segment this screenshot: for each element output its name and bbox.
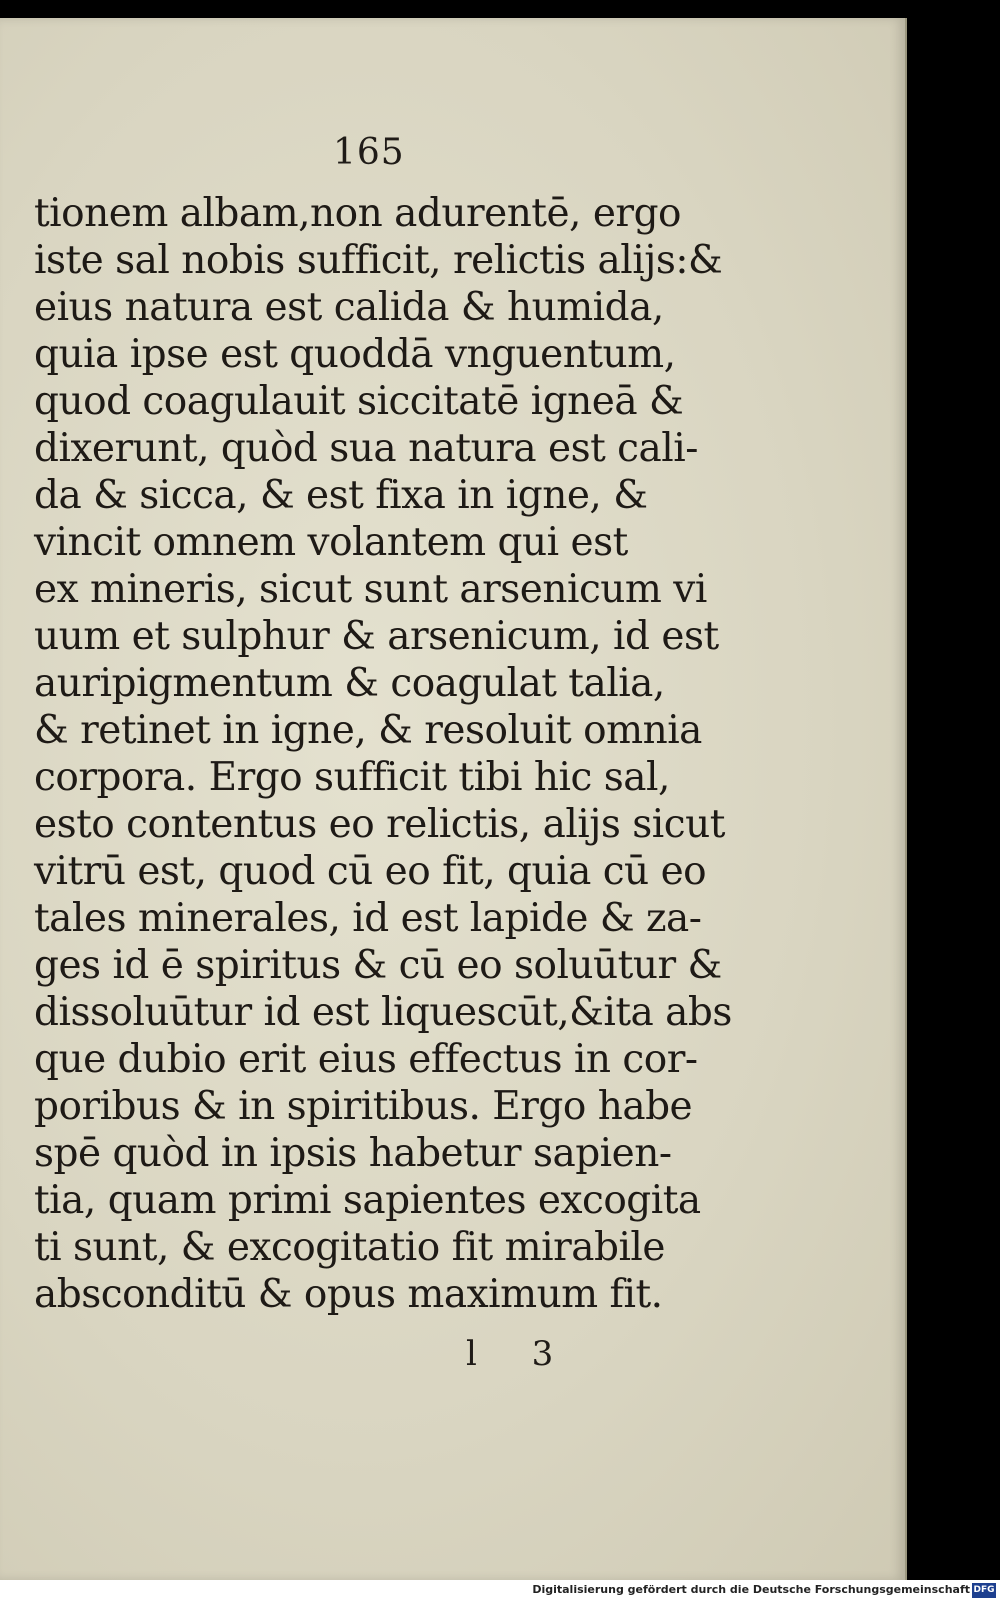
text-line: uum et sulphur & arsenicum, id est [34, 614, 719, 659]
dfg-logo: DFG [972, 1583, 996, 1598]
text-line: eius natura est calida & humida, [34, 285, 664, 330]
text-line: da & sicca, & est fixa in igne, & [34, 473, 648, 518]
text-line: auripigmentum & coagulat talia, [34, 661, 665, 706]
text-line: esto contentus eo relictis, alijs sicut [34, 802, 725, 847]
page-number: 165 [333, 132, 405, 173]
text-line: tales minerales, id est lapide & za- [34, 896, 702, 941]
text-line: quod coagulauit siccitatē igneā & [34, 379, 684, 424]
text-line: corpora. Ergo sufficit tibi hic sal, [34, 755, 670, 800]
text-line: quia ipse est quoddā vnguentum, [34, 332, 676, 377]
funding-credit: Digitalisierung gefördert durch die Deutsche Forschungsgemeinschaft [532, 1583, 970, 1596]
text-line: & retinet in igne, & resoluit omnia [34, 708, 702, 753]
text-line: poribus & in spiritibus. Ergo habe [34, 1084, 693, 1129]
text-line: tia, quam primi sapientes excogita [34, 1178, 701, 1223]
text-line: vincit omnem volantem qui est [34, 520, 628, 565]
signature-mark: l 3 [466, 1334, 576, 1374]
text-line: iste sal nobis sufficit, relictis alijs:& [34, 238, 723, 283]
text-line: que dubio erit eius effectus in cor- [34, 1037, 698, 1082]
text-line: ex mineris, sicut sunt arsenicum vi [34, 567, 707, 612]
text-line: dixerunt, quòd sua natura est cali- [34, 426, 698, 471]
text-line: dissoluūtur id est liquescūt,&ita abs [34, 990, 732, 1035]
text-line: ti sunt, & excogitatio fit mirabile [34, 1225, 665, 1270]
text-line: ges id ē spiritus & cū eo soluūtur & [34, 943, 722, 988]
text-line: tionem albam,non adurentē, ergo [34, 191, 682, 236]
text-line: absconditū & opus maximum fit. [34, 1272, 663, 1317]
book-page [0, 18, 907, 1580]
text-line: vitrū est, quod cū eo fit, quia cū eo [34, 849, 707, 894]
text-line: spē quòd in ipsis habetur sapien- [34, 1131, 672, 1176]
page-text [34, 190, 732, 1318]
digitization-footer [0, 1580, 1000, 1602]
